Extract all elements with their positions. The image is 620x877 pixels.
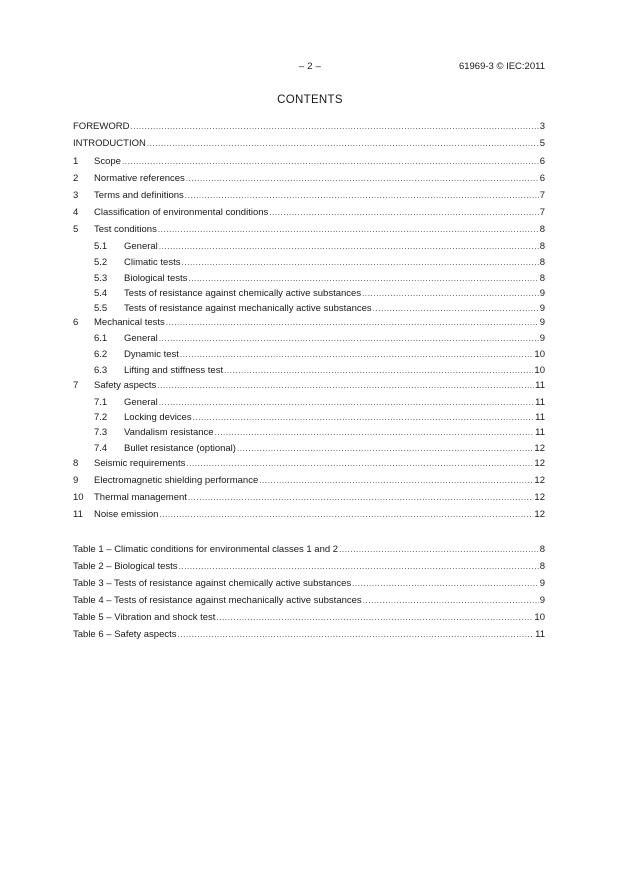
entry-label: Normative references xyxy=(94,173,185,184)
entry-label: Terms and definitions xyxy=(94,190,184,201)
dot-leader xyxy=(159,397,534,408)
entry-page-number: 10 xyxy=(534,365,545,376)
toc-entry[interactable] xyxy=(73,204,545,218)
entry-number: 7 xyxy=(73,380,79,391)
dot-leader xyxy=(188,492,533,503)
entry-number: 2 xyxy=(73,173,79,184)
entry-page-number: 9 xyxy=(539,317,545,328)
table-list-entry[interactable] xyxy=(73,558,545,572)
toc-entry[interactable] xyxy=(94,300,545,314)
dot-leader xyxy=(122,156,539,167)
table-list-entry[interactable] xyxy=(73,541,545,555)
dot-leader xyxy=(193,412,535,423)
entry-page-number: 8 xyxy=(539,224,545,235)
toc-entry[interactable] xyxy=(94,440,545,454)
entry-number: 7.3 xyxy=(94,427,108,438)
table-list-entry[interactable] xyxy=(73,575,545,589)
entry-page-number: 12 xyxy=(534,443,545,454)
toc-entry[interactable] xyxy=(73,170,545,184)
entry-page-number: 6 xyxy=(539,173,545,184)
entry-label: INTRODUCTION xyxy=(73,138,146,149)
dot-leader xyxy=(224,365,533,376)
entry-label: General xyxy=(124,241,158,252)
entry-label: FOREWORD xyxy=(73,121,130,132)
entry-label: Electromagnetic shielding performance xyxy=(94,475,259,486)
entry-label: Bullet resistance (optional) xyxy=(124,443,236,454)
entry-page-number: 9 xyxy=(539,595,545,606)
entry-label: Table 1 – Climatic conditions for environmental classes 1 and 2 xyxy=(73,544,339,555)
entry-number: 4 xyxy=(73,207,79,218)
entry-number: 6.3 xyxy=(94,365,108,376)
dot-leader xyxy=(216,612,533,623)
entry-number: 3 xyxy=(73,190,79,201)
dot-leader xyxy=(362,288,539,299)
toc-entry[interactable] xyxy=(73,489,545,503)
dot-leader xyxy=(159,333,539,344)
page-number: – 2 – xyxy=(298,61,322,72)
entry-label: Lifting and stiffness test xyxy=(124,365,224,376)
entry-label: Vandalism resistance xyxy=(124,427,214,438)
entry-page-number: 3 xyxy=(539,121,545,132)
toc-entry[interactable] xyxy=(94,254,545,268)
entry-label: Table 6 – Safety aspects xyxy=(73,629,177,640)
toc-entry[interactable] xyxy=(73,506,545,520)
entry-page-number: 12 xyxy=(534,492,545,503)
dot-leader xyxy=(237,443,533,454)
entry-number: 10 xyxy=(73,492,84,503)
entry-page-number: 11 xyxy=(535,397,545,408)
entry-page-number: 11 xyxy=(535,427,545,438)
entry-label: General xyxy=(124,333,158,344)
entry-page-number: 11 xyxy=(535,629,545,640)
entry-label: Table 3 – Tests of resistance against chemically active substances xyxy=(73,578,352,589)
dot-leader xyxy=(130,121,538,132)
dot-leader xyxy=(157,380,534,391)
toc-entry[interactable] xyxy=(94,285,545,299)
dot-leader xyxy=(259,475,533,486)
toc-entry[interactable] xyxy=(94,270,545,284)
dot-leader xyxy=(159,509,533,520)
entry-number: 5.3 xyxy=(94,273,108,284)
toc-entry[interactable] xyxy=(94,409,545,423)
entry-page-number: 6 xyxy=(539,156,545,167)
toc-entry[interactable] xyxy=(94,424,545,438)
entry-page-number: 9 xyxy=(539,333,545,344)
entry-label: Seismic requirements xyxy=(94,458,186,469)
entry-label: Scope xyxy=(94,156,121,167)
dot-leader xyxy=(181,257,538,268)
toc-entry[interactable] xyxy=(94,330,545,344)
entry-number: 7.1 xyxy=(94,397,108,408)
dot-leader xyxy=(178,629,535,640)
entry-label: Tests of resistance against chemically active substances xyxy=(124,288,362,299)
dot-leader xyxy=(180,349,534,360)
entry-number: 5 xyxy=(73,224,79,235)
entry-page-number: 8 xyxy=(539,273,545,284)
entry-label: Climatic tests xyxy=(124,257,181,268)
entry-label: Table 4 – Tests of resistance against mechanically active substances xyxy=(73,595,362,606)
entry-label: Dynamic test xyxy=(124,349,179,360)
entry-number: 11 xyxy=(73,509,83,520)
dot-leader xyxy=(179,561,539,572)
entry-page-number: 11 xyxy=(535,380,545,391)
dot-leader xyxy=(339,544,539,555)
toc-entry[interactable] xyxy=(73,221,545,235)
entry-page-number: 10 xyxy=(534,349,545,360)
dot-leader xyxy=(159,241,539,252)
toc-entry[interactable] xyxy=(94,346,545,360)
entry-label: Mechanical tests xyxy=(94,317,165,328)
entry-page-number: 12 xyxy=(534,509,545,520)
dot-leader xyxy=(215,427,535,438)
entry-page-number: 7 xyxy=(539,190,545,201)
entry-number: 8 xyxy=(73,458,79,469)
entry-label: Tests of resistance against mechanically active substances xyxy=(124,303,372,314)
entry-label: Locking devices xyxy=(124,412,192,423)
dot-leader xyxy=(166,317,539,328)
entry-page-number: 9 xyxy=(539,288,545,299)
entry-page-number: 8 xyxy=(539,544,545,555)
entry-number: 6 xyxy=(73,317,79,328)
entry-label: Table 5 – Vibration and shock test xyxy=(73,612,216,623)
toc-entry[interactable] xyxy=(94,394,545,408)
toc-entry[interactable] xyxy=(73,153,545,167)
entry-label: Safety aspects xyxy=(94,380,157,391)
toc-entry[interactable] xyxy=(94,238,545,252)
entry-label: Test conditions xyxy=(94,224,157,235)
entry-label: Thermal management xyxy=(94,492,187,503)
dot-leader xyxy=(269,207,538,218)
toc-entry[interactable] xyxy=(73,472,545,486)
toc-entry[interactable] xyxy=(73,118,545,132)
entry-number: 7.2 xyxy=(94,412,108,423)
entry-page-number: 10 xyxy=(534,612,545,623)
dot-leader xyxy=(352,578,539,589)
entry-number: 7.4 xyxy=(94,443,108,454)
toc-entry[interactable] xyxy=(73,455,545,469)
standard-reference: 61969-3 © IEC:2011 xyxy=(458,61,545,72)
entry-page-number: 5 xyxy=(539,138,545,149)
entry-number: 1 xyxy=(73,156,79,167)
entry-number: 9 xyxy=(73,475,79,486)
entry-label: Noise emission xyxy=(94,509,159,520)
entry-page-number: 7 xyxy=(539,207,545,218)
dot-leader xyxy=(186,458,533,469)
entry-number: 6.2 xyxy=(94,349,108,360)
entry-number: 6.1 xyxy=(94,333,108,344)
table-list-entry[interactable] xyxy=(73,626,545,640)
entry-page-number: 8 xyxy=(539,241,545,252)
entry-label: Biological tests xyxy=(124,273,188,284)
dot-leader xyxy=(185,190,539,201)
toc-entry[interactable] xyxy=(73,314,545,328)
entry-label: Table 2 – Biological tests xyxy=(73,561,178,572)
entry-page-number: 9 xyxy=(539,303,545,314)
toc-entry[interactable] xyxy=(73,377,545,391)
entry-page-number: 8 xyxy=(539,257,545,268)
dot-leader xyxy=(373,303,539,314)
toc-entry[interactable] xyxy=(73,135,545,149)
toc-entry[interactable] xyxy=(94,362,545,376)
contents-title: CONTENTS xyxy=(277,94,343,106)
entry-page-number: 8 xyxy=(539,561,545,572)
toc-entry[interactable] xyxy=(73,187,545,201)
entry-number: 5.2 xyxy=(94,257,108,268)
entry-page-number: 12 xyxy=(534,475,545,486)
entry-page-number: 12 xyxy=(534,458,545,469)
entry-page-number: 11 xyxy=(535,412,545,423)
table-list-entry[interactable] xyxy=(73,609,545,623)
entry-number: 5.5 xyxy=(94,303,108,314)
table-list-entry[interactable] xyxy=(73,592,545,606)
entry-label: General xyxy=(124,397,158,408)
dot-leader xyxy=(158,224,539,235)
entry-number: 5.1 xyxy=(94,241,108,252)
entry-number: 5.4 xyxy=(94,288,108,299)
dot-leader xyxy=(147,138,539,149)
dot-leader xyxy=(363,595,539,606)
dot-leader xyxy=(186,173,539,184)
entry-page-number: 9 xyxy=(539,578,545,589)
entry-label: Classification of environmental conditions xyxy=(94,207,269,218)
dot-leader xyxy=(188,273,538,284)
